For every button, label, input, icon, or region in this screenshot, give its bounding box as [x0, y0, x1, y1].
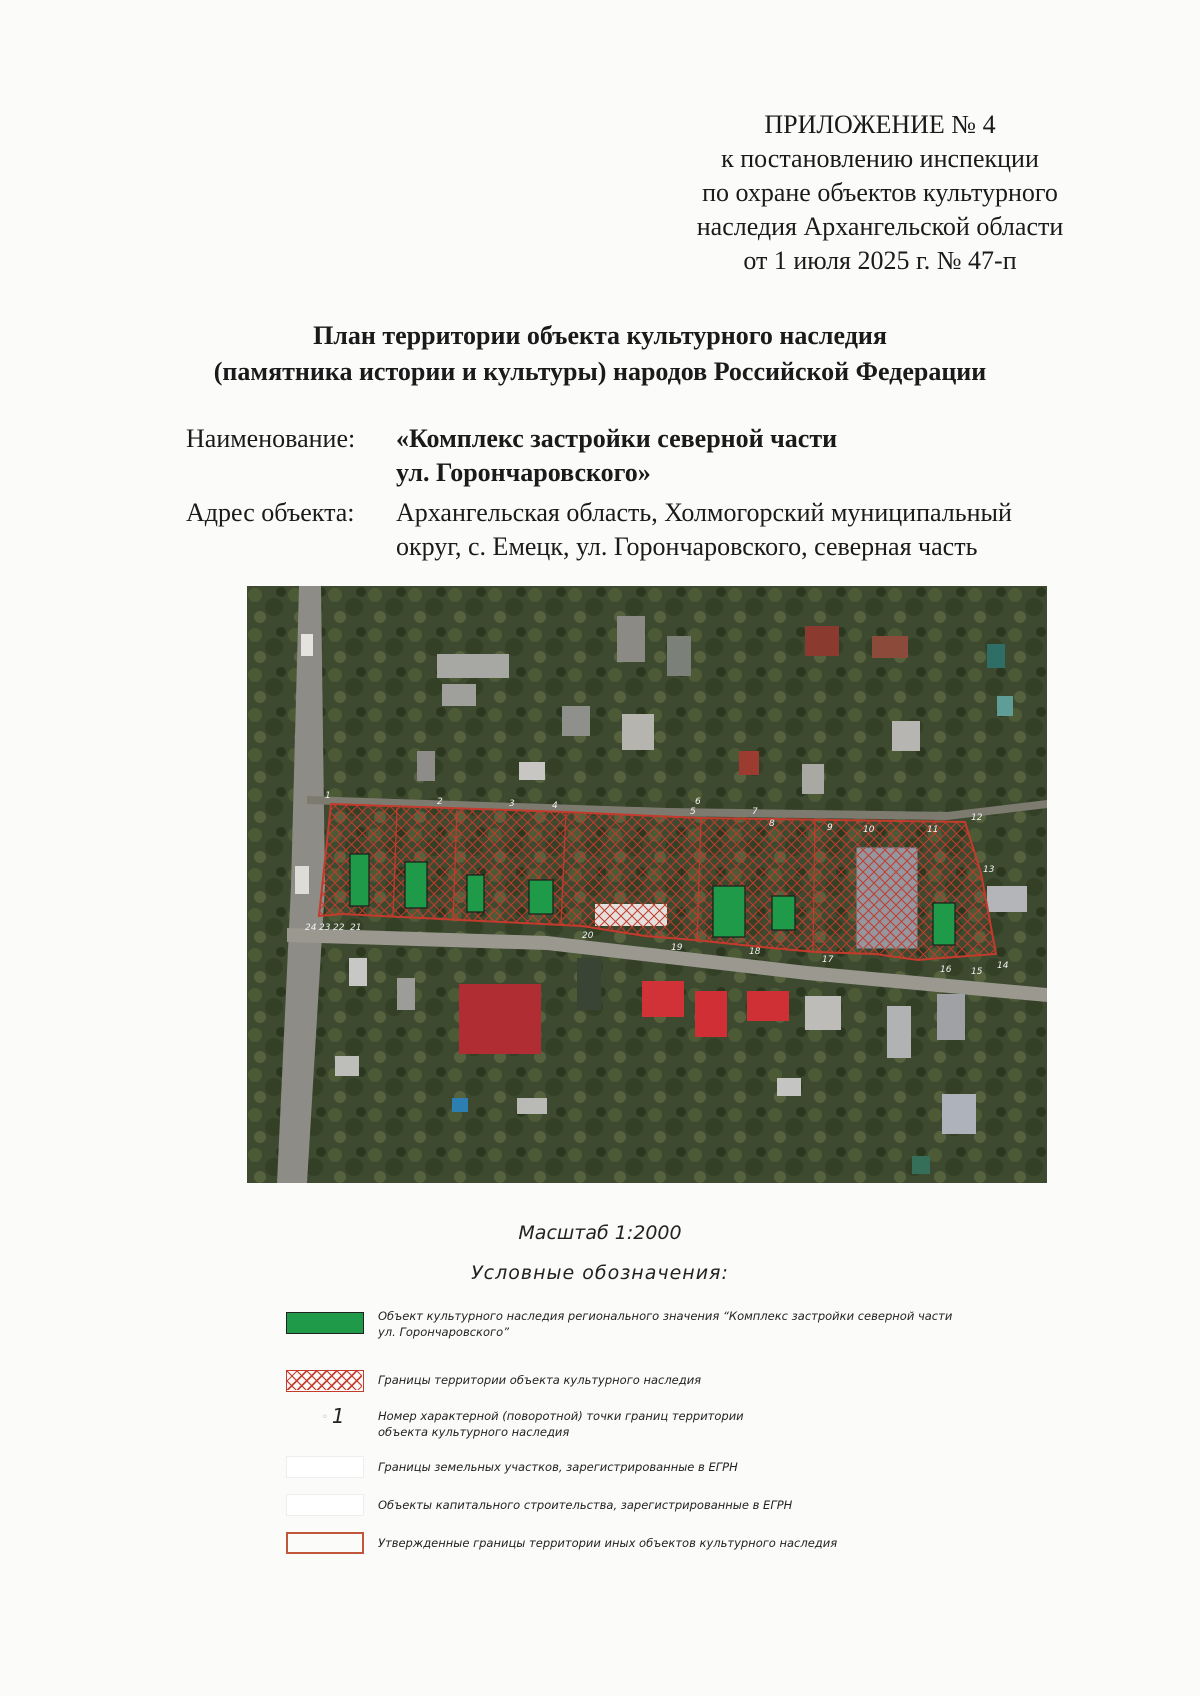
- title-line: (памятника истории и культуры) народов Российской Федерации: [213, 357, 987, 386]
- heritage-object: [933, 903, 955, 945]
- appendix-line: по охране объектов культурного: [702, 178, 1058, 207]
- building-roof: [747, 991, 789, 1021]
- hatch-swatch: [287, 1371, 362, 1390]
- turning-point-label: 20: [582, 931, 594, 941]
- vehicle: [295, 866, 309, 894]
- legend-text-line: Утвержденные границы территории иных объектов культурного наследия: [378, 1536, 838, 1550]
- vehicle: [301, 634, 313, 656]
- heritage-object: [467, 875, 484, 912]
- turning-point-label: 12: [971, 813, 983, 823]
- appendix-line: к постановлению инспекции: [721, 144, 1039, 173]
- turning-point-label: 8: [769, 819, 775, 829]
- large-building-hatch: [857, 848, 917, 948]
- turning-point-label: 2: [437, 797, 443, 807]
- turning-point-label: 11: [927, 825, 939, 835]
- turning-point-label: 9: [827, 823, 833, 833]
- legend-text: [378, 1308, 1018, 1340]
- building-roof: [349, 958, 367, 986]
- legend-text: [378, 1497, 1018, 1513]
- building-roof: [937, 994, 965, 1040]
- building-roof: [437, 654, 509, 678]
- building-roof: [802, 764, 824, 794]
- building-roof: [805, 996, 841, 1030]
- building-roof: [519, 762, 545, 780]
- building-roof: [987, 886, 1027, 912]
- building-roof: [887, 1006, 911, 1058]
- heritage-object: [405, 862, 427, 908]
- turning-point-label: 17: [822, 955, 834, 965]
- object-address-value: [396, 496, 1096, 564]
- turning-point-label: 14: [997, 961, 1009, 971]
- object-address-label: Адрес объекта:: [186, 498, 355, 527]
- building-roof: [777, 1078, 801, 1096]
- object-name-label: Наименование:: [186, 424, 356, 453]
- turning-point-label: 23: [319, 923, 331, 933]
- map-svg: [247, 586, 1047, 1183]
- building-roof: [617, 616, 645, 662]
- object-address-line: Архангельская область, Холмогорский муниципальный: [396, 498, 1012, 527]
- legend-symbol-white: [286, 1494, 364, 1516]
- building-roof: [397, 978, 415, 1010]
- heritage-object: [713, 886, 745, 937]
- heritage-object: [772, 896, 795, 930]
- legend-text-line: ул. Горончаровского”: [378, 1325, 510, 1339]
- white-building-hatch: [595, 904, 667, 926]
- legend-text: [378, 1408, 1018, 1440]
- turning-point-label: 22: [333, 923, 345, 933]
- aerial-map: [247, 586, 1047, 1183]
- turning-point-label: 3: [509, 799, 515, 809]
- building-roof: [739, 751, 759, 775]
- legend-point-number: 1: [331, 1404, 345, 1428]
- building-roof: [805, 626, 839, 656]
- building-roof: [642, 981, 684, 1017]
- legend-text: [378, 1535, 1018, 1551]
- document-title: [0, 318, 1200, 390]
- legend-symbol-white: [286, 1456, 364, 1478]
- turning-point-label: 6: [695, 797, 701, 807]
- turning-point-label: 4: [552, 801, 558, 811]
- turning-point-label: 10: [863, 825, 875, 835]
- turning-point-label: 18: [749, 947, 761, 957]
- appendix-date: от 1 июля 2025 г. № 47-п: [743, 246, 1017, 275]
- building-roof: [442, 684, 476, 706]
- legend-text: [378, 1372, 1018, 1388]
- object-name-line: ул. Горончаровского»: [396, 458, 651, 487]
- turning-point-label: 16: [940, 965, 952, 975]
- building-roof: [695, 991, 727, 1037]
- building-roof: [912, 1156, 930, 1174]
- appendix-block: [620, 108, 1140, 278]
- building-roof: [872, 636, 908, 658]
- legend-text-line: Объекты капитального строительства, зарегистрированные в ЕГРН: [378, 1498, 793, 1512]
- building-roof: [577, 958, 601, 1010]
- turning-point-label: 24: [305, 923, 317, 933]
- legend-text: [378, 1459, 1018, 1475]
- object-name-value: [396, 422, 1096, 490]
- building-roof: [942, 1094, 976, 1134]
- turning-point-label: 15: [971, 967, 983, 977]
- turning-point-label: 19: [671, 943, 683, 953]
- legend-title: Условные обозначения:: [471, 1262, 729, 1284]
- heritage-object: [350, 854, 369, 906]
- legend-symbol-hatch: [286, 1370, 364, 1392]
- building-roof: [417, 751, 435, 781]
- legend-text-line: Границы территории объекта культурного наследия: [378, 1373, 702, 1387]
- building-roof: [517, 1098, 547, 1114]
- map-scale: Масштаб 1:2000: [518, 1222, 682, 1244]
- appendix-line: наследия Архангельской области: [696, 212, 1064, 241]
- legend-symbol-green: [286, 1312, 364, 1334]
- title-line: План территории объекта культурного наследия: [313, 321, 887, 350]
- legend-text-line: Номер характерной (поворотной) точки границ территории: [378, 1409, 744, 1423]
- legend-text-line: Границы земельных участков, зарегистрированные в ЕГРН: [378, 1460, 738, 1474]
- building-roof: [459, 984, 541, 1054]
- legend-text-line: Объект культурного наследия регионального значения “Комплекс застройки северной части: [378, 1309, 953, 1323]
- point-dot-icon: ◦: [322, 1412, 328, 1423]
- building-roof: [667, 636, 691, 676]
- building-roof: [452, 1098, 468, 1112]
- turning-point-label: 21: [350, 923, 362, 933]
- object-address-line: округ, с. Емецк, ул. Горончаровского, северная часть: [396, 532, 978, 561]
- building-roof: [987, 644, 1005, 668]
- legend-text-line: объекта культурного наследия: [378, 1425, 570, 1439]
- object-name-line: «Комплекс застройки северной части: [396, 424, 838, 453]
- appendix-title: ПРИЛОЖЕНИЕ № 4: [764, 110, 996, 139]
- turning-point-label: 5: [690, 807, 696, 817]
- building-roof: [622, 714, 654, 750]
- heritage-object: [529, 880, 553, 914]
- turning-point-label: 13: [983, 865, 995, 875]
- turning-point-label: 1: [325, 791, 331, 801]
- building-roof: [562, 706, 590, 736]
- building-roof: [335, 1056, 359, 1076]
- legend-symbol-outline: [286, 1532, 364, 1554]
- legend-symbol-point: [322, 1404, 364, 1428]
- building-roof: [997, 696, 1013, 716]
- building-roof: [892, 721, 920, 751]
- turning-point-label: 7: [752, 807, 758, 817]
